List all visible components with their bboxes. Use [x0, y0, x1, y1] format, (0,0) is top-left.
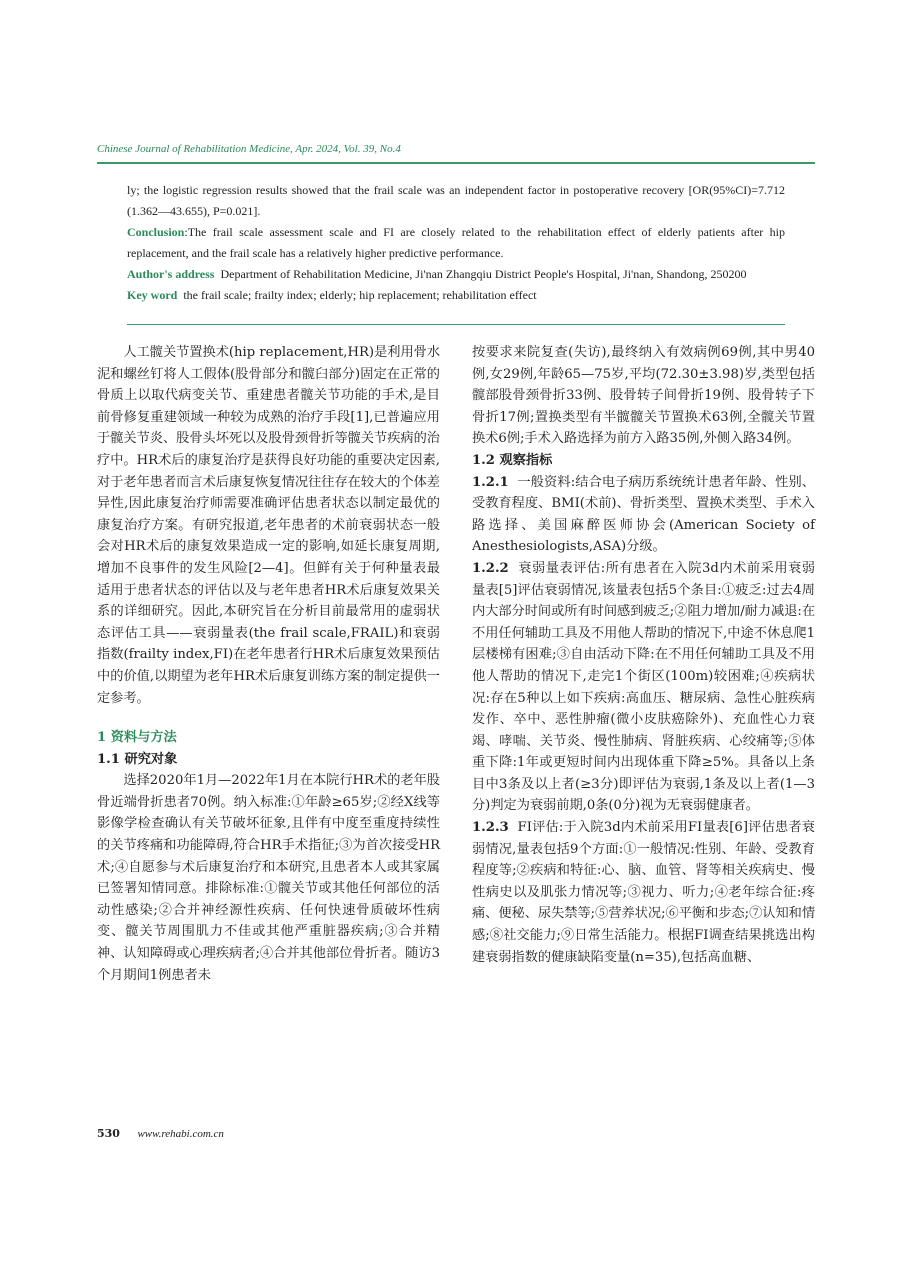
- section-1-2-1-number: 1.2.1: [472, 474, 509, 490]
- running-header: [97, 143, 815, 155]
- section-1-2-3-number: 1.2.3: [472, 820, 509, 836]
- header-rule: [97, 162, 815, 164]
- section-1-2-1: [472, 472, 815, 558]
- section-1-2-heading: 1.2 观察指标: [472, 452, 553, 468]
- keyword-para: [127, 285, 785, 306]
- conclusion-para: [127, 222, 785, 264]
- section-1-2-2-text: 衰弱量表评估:所有患者在入院3d内术前采用衰弱量表[5]评估衰弱情况,该量表包括5个条目:①疲乏:过去4周内大部分时间或所有时间感到疲乏;②阻力增加/耐力减退:在不用任何辅助工具及不用他人帮助的情况下,中途不休息爬1层楼梯有困难;③自由活动下降:在不用任何辅助工具及不用他人帮助的情况下,走完1个街区(100m)较困难;④疾病状况:存在5种以上如下疾病:高血压、糖尿病、急性心脏疾病发作、卒中、恶性肿瘤(微小皮肤癌除外)、充血性心力衰竭、哮喘、关节炎、慢性肺病、肾脏疾病、心绞痛等;⑤体重下降:1年或更短时间内出现体重下降≥5%。具备以上条目中3条及以上者(≥3分)即评估为衰弱,1条及以上者(1—3分)判定为衰弱前期,0条(0分)视为无衰弱健康者。: [472, 560, 816, 814]
- section-1-2-1-text: 一般资料:结合电子病历系统统计患者年龄、性别、受教育程度、BMI(术前)、骨折类型、置换术类型、手术入路选择、美国麻醉医师协会(American Society of Anesthesiologists,ASA)分级。: [472, 474, 815, 555]
- section-1-1-continued: 按要求来院复查(失访),最终纳入有效病例69例,其中男40例,女29例,年龄65—75岁,平均(72.30±3.98)岁,类型包括髋部股骨颈骨折33例、股骨转子间骨折19例、股骨转子下骨折17例;置换类型有半髋髋关节置换术63例,全髋关节置换术6例;手术入路选择为前方入路35例,外侧入路34例。: [472, 345, 815, 447]
- journal-name: Chinese Journal of Rehabilitation Medicine,: [97, 143, 293, 155]
- abstract-block: [127, 180, 785, 306]
- section-1-1-body: 选择2020年1月—2022年1月在本院行HR术的老年股骨近端骨折患者70例。纳入标准:①年龄≥65岁;②经X线等影像学检查确认有关节破坏征象,且伴有中度至重度持续性的关节疼痛和功能障碍,符合HR手术指征;③为首次接受HR术;④自愿参与术后康复治疗和本研究,且患者本人或其家属已签署知情同意。排除标准:①髋关节或其他任何部位的活动性感染;②合并神经源性疾病、任何快速骨质破坏性病变、髋关节周围肌力不佳或其他严重脏器疾病;③合并精神、认知障碍或心理疾病者;④合并其他部位骨折者。随访3个月期间1例患者未: [97, 773, 440, 983]
- section-1-2-2: [472, 558, 815, 817]
- abstract-rule: [127, 324, 785, 325]
- right-column: [472, 342, 815, 968]
- address-label: Author's address: [127, 267, 215, 281]
- issue-info: Apr. 2024, Vol. 39, No.4: [295, 143, 401, 155]
- keyword-label: Key word: [127, 288, 178, 302]
- journal-url: www.rehabi.com.cn: [137, 1128, 224, 1140]
- left-column: [97, 342, 440, 986]
- section-1-2-2-number: 1.2.2: [472, 560, 509, 576]
- section-1-heading: 1 资料与方法: [97, 730, 177, 746]
- page-footer: [97, 1127, 224, 1140]
- section-1-2-3-text: FI评估:于入院3d内术前采用FI量表[6]评估患者衰弱情况,量表包括9个方面:①一般情况:性别、年龄、受教育程度等;②疾病和特征:心、脑、血管、肾等相关疾病史、慢性病史以及肌张力情况等;③视力、听力;④老年综合征:疼痛、便秘、尿失禁等;⑤营养状况;⑥平衡和步态;⑦认知和情感;⑧社交能力;⑨日常生活能力。根据FI调查结果挑选出构建衰弱指数的健康缺陷变量(n=35),包括高血糖、: [472, 820, 816, 965]
- intro-paragraph: 人工髋关节置换术(hip replacement,HR)是利用骨水泥和螺丝钉将人工假体(股骨部分和髋臼部分)固定在正常的骨质上以取代病变关节、重建患者髋关节功能的手术,是目前骨修复重建领域一种较为成熟的治疗手段[1],已普遍应用于髋关节炎、股骨头坏死以及股骨颈骨折等髋关节疾病的治疗中。HR术后的康复治疗是获得良好功能的重要决定因素,对于老年患者而言术后康复恢复情况往往存在较大的个体差异性,因此康复治疗师需要准确评估患者状态以制定最优的康复治疗方案。有研究报道,老年患者的术前衰弱状态一般会对HR术后的康复效果造成一定的影响,如延长康复周期,增加不良事件的发生风险[2—4]。但鲜有关于何种量表最适用于患者状态的评估以及与老年患者HR术后康复效果关系的详细研究。因此,本研究旨在分析目前最常用的虚弱状态评估工具——衰弱量表(the frail scale,FRAIL)和衰弱指数(frailty index,FI)在老年患者行HR术后康复效果预估中的价值,以期望为老年HR术后康复训练方案的制定提供一定参考。: [97, 345, 441, 706]
- results-tail: ly; the logistic regression results showed that the frail scale was an independent factor in postoperative recovery [OR(95%CI)=7.712 (1.362—43.655), P=0.021].: [127, 183, 785, 218]
- address-para: [127, 264, 785, 285]
- section-1-2-3: [472, 817, 815, 968]
- conclusion-text: :The frail scale assessment scale and FI are closely related to the rehabilitation effect of elderly patients after hip replacement, and the frail scale has a relatively higher predictive performance.: [127, 225, 785, 260]
- address-text: Department of Rehabilitation Medicine, Ji'nan Zhangqiu District People's Hospital, Ji'nan, Shandong, 250200: [220, 267, 747, 281]
- section-1-1-heading: 1.1 研究对象: [97, 751, 178, 767]
- conclusion-label: Conclusion: [127, 225, 185, 239]
- page-number: 530: [97, 1127, 120, 1140]
- keyword-text: the frail scale; frailty index; elderly; hip replacement; rehabilitation effect: [183, 288, 537, 302]
